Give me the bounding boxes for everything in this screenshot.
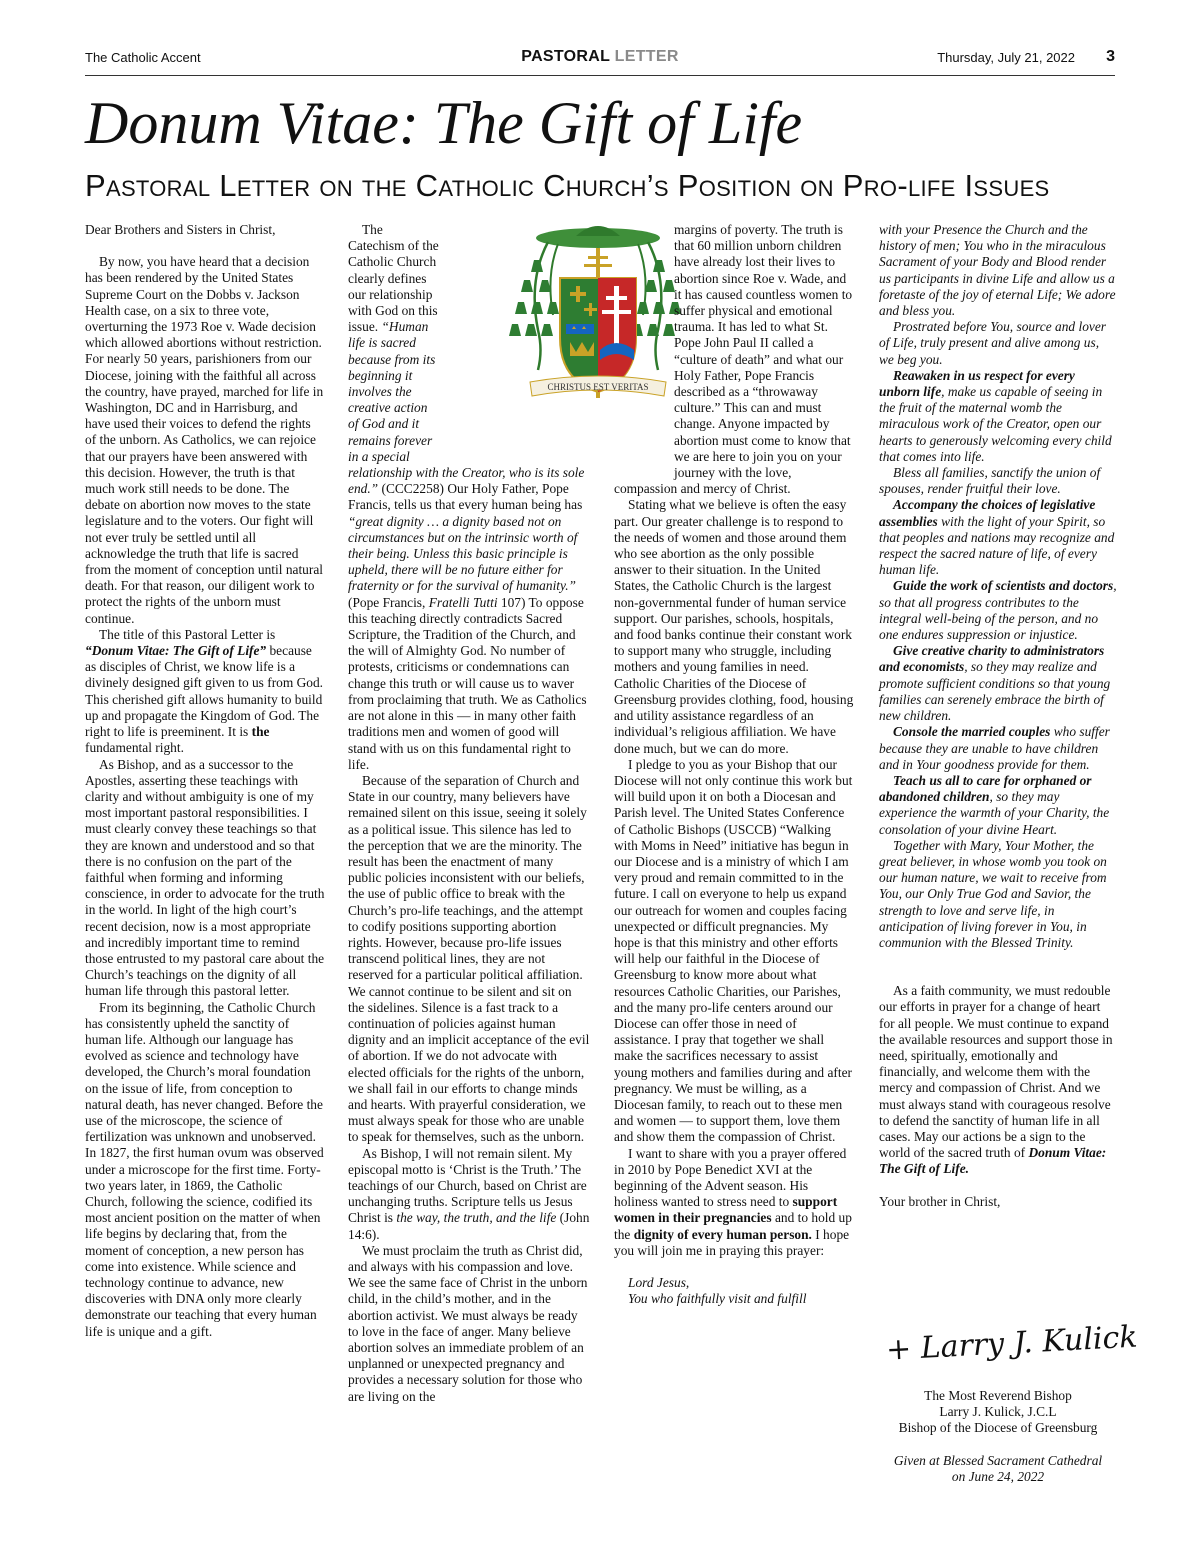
bishop-name: Larry J. Kulick, J.C.L xyxy=(939,1404,1057,1420)
publication-name: The Catholic Accent xyxy=(85,50,201,65)
paragraph-2: The title of this Pastoral Letter is “Donum Vitae: The Gift of Life” because as disciples of Christ, we know life is a divinely designed gift given to us from God. This cherished gift allows humanity to build up and propagate the Kingdom of God. The right to life is preeminent. It is the fundamental right. xyxy=(85,626,324,756)
masthead-divider xyxy=(85,75,1115,76)
signature-text: + Larry J. Kulick xyxy=(885,1319,1139,1368)
prayer-line-7: Console the married couples who suffer because they are unable to have children and in Your goodness provide for them. xyxy=(879,724,1110,772)
paragraph-3: As Bishop, and as a successor to the Apostles, asserting these teachings with clarity and without ambiguity is one of my most important pastoral responsibilities. I must clearly convey these teachings so that they are known and understood and so that there is no confusion on the part of the faithful when forming and informing conscience, in order to advocate for the truth in the world. In light of the high court’s recent decision, now is a most appropriate and incredibly important time to remind those entrusted to my pastoral care about the Church’s teachings on the dignity of all human life through this pastoral letter. xyxy=(85,756,325,999)
paragraph-8-start: We must proclaim the truth as Christ did, and always with his compassion and love. We see the same face of Christ in the unborn child, in the child’s mother, and in the abortion activist. We must always be ready to love in the face of anger. Many believe abortion solves an immediate problem of an unplanned or unexpected pregnancy and provides a necessary solution for those who are living on the xyxy=(348,1242,588,1404)
page-number: 3 xyxy=(1106,48,1115,65)
closing-paragraph: As a faith community, we must redouble our efforts in prayer for a change of heart for all people. We must continue to expand the available resources and support those in need, spiritually, emotionally and financially, and welcome them with the mercy and compassion of Christ. And we must always stand with courageous resolve to defend the sanctity of human life in all cases. May our actions be a sign to the world of the sacred truth of Donum Vitae: The Gift of Life. xyxy=(879,983,1113,1177)
prayer-line-3: Bless all families, sanctify the union of spouses, render fruitful their love. xyxy=(879,465,1101,497)
crest-motto: CHRISTUS EST VERITAS xyxy=(547,382,649,392)
crest-spacer xyxy=(440,222,590,462)
paragraph-10: I pledge to you as your Bishop that our Diocese will not only continue this work but will build upon it on both a Diocesan and Parish level. The United States Conference of Catholic Bishops (USCCB) “Walking with Moms in Need” initiative has begun in our Diocese and is a ministry of which I am very proud and remain committed to in the future. I call on everyone to help us expand our outreach for women and couples facing unexpected or difficult pregnancies. My hope is that this ministry and other efforts will help our faithful in the Diocese of Greensburg to know more about what resources Catholic Charities, our Parishes, and the many pro-life centers around our Diocese can offer those in need of assistance. I pray that together we shall make the sacrifices necessary to assist young mothers and families during and after pregnancy. We must be willing, as a Diocesan family, to reach out to these men and women — to support them, love them and show them the compassion of Christ. xyxy=(614,756,853,1145)
signoff: Your brother in Christ, xyxy=(879,1193,1001,1209)
page-subtitle: Pastoral Letter on the Catholic Church’s Position on Pro-life Issues xyxy=(85,168,1050,203)
bishop-title: The Most Reverend Bishop xyxy=(924,1388,1072,1403)
paragraph-11: I want to share with you a prayer offered in 2010 by Pope Benedict XVI at the beginning of the Advent season. His holiness wanted to stress need to support women in their pregnancies and to hold up the dignity of every human person. I hope you will join me in praying this prayer: xyxy=(614,1145,852,1258)
column-4 xyxy=(879,222,1117,1210)
paragraph-7: As Bishop, I will not remain silent. My episcopal motto is ‘Christ is the Truth.’ The teachings of our Church, based on Christ are unchanging truths. Scripture tells us Jesus Christ is the way, the truth, and the life (John 14:6). xyxy=(348,1145,590,1242)
paragraph-9: Stating what we believe is often the easy part. Our greater challenge is to respond to the needs of women and those around them who see abortion as the only possible answer to their situation. In the United States, the Catholic Church is the largest non-governmental funder of human service support. Our parishes, schools, hospitals, and food banks continue their constant work to support many who struggle, including mothers and young families in need. Catholic Charities of the Diocese of Greensburg provides clothing, food, housing and utility assistance regardless of an individual’s religious affiliation. We have done much, but we can do more. xyxy=(614,497,854,756)
prayer-line-8: Teach us all to care for orphaned or abandoned children, so they may experience the warmth of your Charity, the consolation of your divine Heart. xyxy=(879,772,1110,837)
paragraph-5: The Catechism of the Catholic Church clearly defines our relationship with God on this issue. “Human life is sacred because from its beginning it involves the creative action of God and it remains forever in a special relationship with the Creator, who is its sole end.” (CCC2258) Our Holy Father, Pope Francis, tells us that every human being has “great dignity … a dignity based not on circumstances but on the intrinsic worth of their being. Unless this basic principle is upheld, there will be no future either for fraternity or for the survival of humanity.” (Pope Francis, Fratelli Tutti 107) To oppose this teaching directly contradicts Sacred Scripture, the Tradition of the Church, and the will of Almighty God. No number of protests, criticisms or condemnations can change this truth or will cause us to waver from proclaiming that truth. We as Catholics are not alone in this — in many other faith traditions men and women of good will stand with us on this fundamental right to life. xyxy=(348,222,587,772)
given-date: on June 24, 2022 xyxy=(951,1468,1045,1484)
section-label-bold: PASTORAL xyxy=(521,48,610,65)
column-2 xyxy=(348,222,590,1405)
given-at: Given at Blessed Sacrament Cathedral xyxy=(893,1452,1103,1468)
salutation: Dear Brothers and Sisters in Christ, xyxy=(85,222,276,237)
bishop-diocese: Bishop of the Diocese of Greensburg xyxy=(898,1420,1098,1436)
prayer-line-4: Accompany the choices of legislative assemblies with the light of your Spirit, so that peoples and nations may recognize and respect the sacred nature of life, of every human life. xyxy=(879,497,1115,578)
prayer-line-6: Give creative charity to administrators and economists, so they may realize and promote sufficient conditions so that young families can serenely embrace the birth of new children. xyxy=(879,643,1111,724)
paragraph-4: From its beginning, the Catholic Church has consistently upheld the sanctity of human life. Although our language has evolved as science and technology have developed, the Church’s moral foundation on the issue of life, from conception to natural death, has never changed. Before the use of the microscope, the science of fertilization was unknown and unobserved. In 1827, the first human ovum was observed under a microscope for the first time. Forty-two years later, in 1869, the Catholic Church, following the science, codified its most ancient position on the matter of when life begins by declaring that, from the moment of conception, a new person has come into existence. While science and technology continue to advance, new discoveries with DNA only more clearly demonstrate our teaching that every human life is unique and a gift. xyxy=(85,999,324,1339)
issue-date: Thursday, July 21, 2022 xyxy=(937,50,1075,65)
signature-block xyxy=(879,1388,1117,1485)
prayer-line-9: Together with Mary, Your Mother, the great believer, in whose womb you took on our human nature, we wait to receive from You, our Only True God and Savior, the strength to love and serve life, in anticipation of living forever in You, in communion with the Blessed Trinity. xyxy=(879,837,1107,950)
paragraph-6: Because of the separation of Church and State in our country, many believers have remained silent on this issue, seeing it solely as a political issue. This silence has led to the perception that we are the minority. The result has been the enactment of many public policies inconsistent with our beliefs, the use of public office to break with the Church’s pro-life teachings, and the attempt to codify positions supporting abortion rights. However, because pro-life issues transcend political lines, they are not reserved for a particular political affiliation. We cannot continue to be silent and sit on the sidelines. Silence is a fast track to a continuation of policies against human dignity and an implicit acceptance of the evil of abortion. If we do not advocate with elected officials for the rights of the unborn, we shall fail in our efforts to change minds and hearts. With prayerful consideration, we must always speak for those who are unable to speak for themselves, such as the unborn. xyxy=(348,772,590,1145)
column-3 xyxy=(614,222,854,1307)
crest-spacer-left xyxy=(584,222,674,466)
section-label-light: LETTER xyxy=(614,48,679,65)
paragraph-1: By now, you have heard that a decision has been rendered by the United States Supreme Court on the Dobbs v. Jackson Health case, on a six to three vote, overturning the 1973 Roe v. Wade decision which allowed abortions without restriction. For nearly 50 years, parishioners from our Diocese, joining with the faithful all across the country, have prayed, marched for life in Washington, DC and in Harrisburg, and have used their voices to defend the rights of the unborn. As Catholics, we can rejoice that our prayers have been answered with this decision. However, the truth is that much work still needs to be done. The debate on abortion now moves to the state legislature and to the voters. Our fight will not ever truly be settled until all acknowledge the truth that life is sacred from the moment of conception until natural death. For that reason, our diligent work to protect the rights of the unborn must continue. xyxy=(85,254,324,626)
column-1 xyxy=(85,222,325,1340)
prayer-opening: Lord Jesus, You who faithfully visit and fulfill xyxy=(628,1275,807,1307)
page-title: Donum Vitae: The Gift of Life xyxy=(85,90,803,156)
prayer-opening-continued: with your Presence the Church and the history of men; You who in the miraculous Sacrament of your Body and Blood render us participants in divine Life and allow us a foretaste of the joy of eternal Life; We adore and bless you. xyxy=(879,222,1116,319)
prayer-line-2: Reawaken in us respect for every unborn life, make us capable of seeing in the fruit of the maternal womb the miraculous work of the Creator, open our hearts to generously welcoming every child that comes into life. xyxy=(879,367,1112,464)
prayer-line-5: Guide the work of scientists and doctors, so that all progress contributes to the integral well-being of the person, and no one endures suppression or injustice. xyxy=(879,578,1117,643)
paragraph-8: margins of poverty. The truth is that 60 million unborn children have already lost their lives to abortion since Roe v. Wade, and it has caused countless women to suffer physical and emotional trauma. It has led to what St. Pope John Paul II called a “culture of death” and what our Holy Father, Pope Francis described as a “throwaway culture.” This can and must change. Anyone impacted by abortion must come to know that we are here to join you on your journey with the love, compassion and mercy of Christ. xyxy=(614,222,853,497)
masthead xyxy=(85,48,1115,74)
signature-icon xyxy=(880,1310,1139,1375)
prayer-line-1: Prostrated before You, source and lover of Life, truly present and alive among us, we beg you. xyxy=(879,319,1106,367)
